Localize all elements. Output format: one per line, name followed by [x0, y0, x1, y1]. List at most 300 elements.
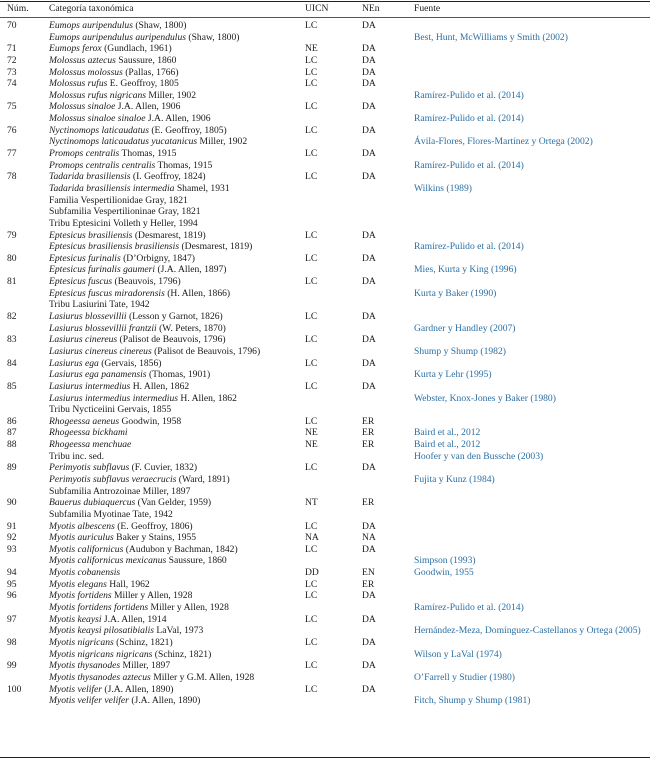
taxon-species-italic: Molossus molossus: [49, 66, 123, 78]
nen-status: ER: [362, 578, 375, 590]
table-row: [0, 136, 650, 148]
source-reference-link[interactable]: Ramírez-Pulido et al. (2014): [414, 602, 524, 614]
source-reference-link[interactable]: Wilson y LaVal (1974): [414, 648, 502, 660]
taxon-authority: (Desmarest, 1819): [132, 229, 206, 241]
row-number: 70: [7, 20, 17, 31]
source-reference-link[interactable]: Goodwin, 1955: [414, 567, 474, 579]
row-number: 88: [7, 439, 17, 451]
source-reference-link[interactable]: Simpson (1993): [414, 555, 476, 567]
taxon-name: [49, 567, 120, 579]
taxon-name: [49, 90, 196, 102]
taxon-name: [49, 276, 181, 288]
taxon-name: [49, 32, 239, 44]
row-number: 93: [7, 543, 17, 555]
table-row: [0, 404, 650, 416]
taxon-species-italic: Myotis cobanensis: [49, 567, 121, 579]
table-row: [0, 381, 650, 393]
taxon-authority: J.A. Allen, 1914: [101, 613, 167, 625]
taxon-name: [49, 55, 176, 67]
taxon-name: [49, 427, 128, 439]
taxon-name: [49, 625, 203, 637]
source-reference-link[interactable]: Webster, Knox-Jones y Baker (1980): [414, 392, 556, 404]
row-number: 80: [7, 252, 17, 264]
taxon-authority: Saussure, 1860: [115, 54, 177, 66]
row-number: 73: [7, 66, 17, 78]
nen-status: ER: [362, 427, 375, 439]
taxon-species-italic: Lasiurus ega: [49, 357, 99, 369]
taxon-name: [49, 43, 172, 55]
header-uicn: UICN: [305, 3, 329, 14]
taxon-authority: (E. Geoffroy, 1806): [114, 520, 193, 532]
table-body: [0, 20, 650, 707]
taxon-species-italic: Lasiurus intermedius: [49, 380, 131, 392]
taxon-name: [49, 614, 167, 626]
taxon-name: [49, 20, 186, 32]
table-row: [0, 264, 650, 276]
table-row: [0, 195, 650, 207]
taxon-name: [49, 369, 210, 381]
taxon-name: [49, 451, 104, 463]
taxon-name: [49, 160, 212, 172]
taxon-authority: (Schinz, 1821): [113, 636, 173, 648]
header-nen: NEn: [362, 3, 380, 14]
table-row: [0, 474, 650, 486]
table-row: [0, 439, 650, 451]
table-row: [0, 253, 650, 265]
taxon-name: [49, 171, 206, 183]
taxon-species-italic: Molossus rufus: [49, 78, 108, 90]
table-row: [0, 90, 650, 102]
table-row: [0, 451, 650, 463]
table-row: [0, 299, 650, 311]
source-reference-link[interactable]: Ramírez-Pulido et al. (2014): [414, 113, 524, 125]
taxon-species-italic: Molossus sinaloe: [49, 101, 116, 113]
table-row: [0, 509, 650, 521]
row-number: 82: [7, 311, 17, 323]
row-number: 87: [7, 427, 17, 439]
taxon-name: [49, 486, 190, 498]
taxon-name: [49, 497, 211, 509]
table-row: [0, 101, 650, 113]
table-row: [0, 346, 650, 358]
uicn-status: LC: [305, 54, 318, 66]
row-number: 96: [7, 590, 17, 602]
nen-status: DA: [362, 380, 376, 392]
table-row: [0, 590, 650, 602]
table-row: [0, 20, 650, 32]
taxon-authority: (Pallas, 1766): [122, 66, 179, 78]
taxon-authority: Subfamilia Vespertilioninae Gray, 1821: [49, 206, 201, 218]
nen-status: EN: [362, 567, 375, 579]
nen-status: DA: [362, 683, 376, 695]
taxon-authority: (Thomas, 1901): [146, 369, 211, 381]
taxon-authority: Hall, 1962: [106, 578, 150, 590]
table-row: [0, 276, 650, 288]
taxon-authority: Thomas, 1915: [155, 159, 213, 171]
nen-status: DA: [362, 636, 376, 648]
table-row: [0, 660, 650, 672]
taxon-species-italic: Lasiurus ega panamensis: [49, 369, 147, 381]
source-reference-link[interactable]: O’Farrell y Studier (1980): [414, 671, 515, 683]
taxon-species-italic: Lasiurus intermedius intermedius: [49, 392, 178, 404]
taxon-authority: (D’Orbigny, 1847): [120, 252, 195, 264]
taxon-name: [49, 381, 189, 393]
taxon-species-italic: Eptesicus fuscus: [49, 276, 113, 288]
taxon-species-italic: Promops centralis: [49, 148, 120, 160]
source-reference-link[interactable]: Fujita y Kunz (1984): [414, 473, 495, 485]
taxon-authority: (Schinz, 1821): [152, 648, 212, 660]
taxon-authority: (Beauvois, 1796): [112, 276, 181, 288]
taxon-name: [49, 241, 252, 253]
row-number: 75: [7, 101, 17, 113]
taxon-authority: Miller y Allen, 1928: [148, 602, 229, 614]
nen-status: DA: [362, 20, 376, 31]
source-reference-link[interactable]: Gardner y Handley (2007): [414, 322, 516, 334]
table-row: [0, 555, 650, 567]
taxon-species-italic: Eumops auripendulus auripendulus: [49, 31, 186, 43]
taxon-species-italic: Eptesicus brasiliensis brasiliensis: [49, 241, 180, 253]
table-top-rule: [0, 1, 650, 2]
taxon-name: [49, 218, 198, 230]
uicn-status: LC: [305, 78, 318, 90]
header-category: Categoría taxonómica: [49, 3, 134, 14]
taxon-authority: (Lesson y Garnot, 1826): [126, 311, 223, 323]
table-row: [0, 672, 650, 684]
taxon-authority: (Shaw, 1800): [185, 31, 240, 43]
taxon-authority: (Audubon y Bachman, 1842): [123, 543, 238, 555]
nen-status: DA: [362, 101, 376, 113]
taxon-authority: (E. Geoffroy, 1805): [148, 124, 227, 136]
table-row: [0, 241, 650, 253]
taxon-species-italic: Rhogeessa menchuae: [49, 439, 132, 451]
taxon-authority: (J.A. Allen, 1890): [102, 683, 174, 695]
table-row: [0, 579, 650, 591]
uicn-status: LC: [305, 20, 318, 31]
uicn-status: LC: [305, 171, 318, 183]
taxon-name: [49, 136, 247, 148]
taxon-authority: Miller, 1897: [120, 660, 171, 672]
taxon-authority: (Desmarest, 1819): [179, 241, 253, 253]
uicn-status: LC: [305, 578, 318, 590]
taxon-species-italic: Nyctinomops laticaudatus: [49, 124, 149, 136]
taxon-species-italic: Lasiurus cinereus: [49, 334, 118, 346]
nen-status: DA: [362, 334, 376, 346]
taxon-name: [49, 230, 206, 242]
table-row: [0, 416, 650, 428]
taxon-name: [49, 649, 211, 661]
taxon-name: [49, 672, 254, 684]
taxon-name: [49, 253, 195, 265]
source-reference-link[interactable]: Fitch, Shump y Shump (1981): [414, 695, 531, 707]
table-row: [0, 567, 650, 579]
taxon-authority: (W. Peters, 1870): [156, 322, 226, 334]
table-row: [0, 218, 650, 230]
row-number: 86: [7, 415, 17, 427]
row-number: 74: [7, 78, 17, 90]
uicn-status: LC: [305, 148, 318, 160]
source-reference-link[interactable]: Ramírez-Pulido et al. (2014): [414, 159, 524, 171]
taxon-name: [49, 125, 227, 137]
uicn-status: LC: [305, 590, 318, 602]
table-row: [0, 183, 650, 195]
table-row: [0, 393, 650, 405]
row-number: 79: [7, 229, 17, 241]
nen-status: ER: [362, 439, 375, 451]
header-source: Fuente: [414, 3, 441, 14]
taxon-authority: J.A. Allen, 1906: [115, 101, 181, 113]
taxon-authority: Tribu inc. sed.: [49, 450, 105, 462]
table-row: [0, 369, 650, 381]
taxon-name: [49, 393, 237, 405]
row-number: 76: [7, 124, 17, 136]
source-reference-link[interactable]: Hoofer y van den Bussche (2003): [414, 450, 544, 462]
taxon-name: [49, 148, 176, 160]
nen-status: ER: [362, 497, 375, 509]
uicn-status: LC: [305, 334, 318, 346]
table-row: [0, 427, 650, 439]
row-number: 84: [7, 357, 17, 369]
uicn-status: LC: [305, 543, 318, 555]
taxon-species-italic: Lasiurus cinereus cinereus: [49, 345, 152, 357]
source-reference-link[interactable]: Baird et al., 2012: [414, 439, 481, 451]
uicn-status: LC: [305, 252, 318, 264]
taxon-name: [49, 462, 197, 474]
taxon-species-italic: Perimyotis subflavus veraecrucis: [49, 473, 177, 485]
taxon-species-italic: Bauerus dubiaquercus: [49, 497, 136, 509]
taxon-name: [49, 78, 179, 90]
row-number: 91: [7, 520, 17, 532]
nen-status: NA: [362, 532, 376, 544]
uicn-status: LC: [305, 276, 318, 288]
nen-status: DA: [362, 462, 376, 474]
table-row: [0, 43, 650, 55]
taxon-species-italic: Molossus sinaloe sinaloe: [49, 113, 146, 125]
taxon-authority: Miller, 1902: [197, 136, 248, 148]
source-reference-link[interactable]: Wilkins (1989): [414, 182, 472, 194]
nen-status: ER: [362, 415, 375, 427]
nen-status: DA: [362, 357, 376, 369]
taxon-authority: Familia Vespertilionidae Gray, 1821: [49, 194, 188, 206]
row-number: 81: [7, 276, 17, 288]
table-row: [0, 532, 650, 544]
taxon-name: [49, 579, 150, 591]
row-number: 92: [7, 532, 17, 544]
taxon-species-italic: Lasiurus blossevillii: [49, 311, 127, 323]
taxon-authority: (Gundlach, 1961): [101, 43, 172, 55]
taxon-name: [49, 695, 200, 707]
taxon-name: [49, 113, 211, 125]
taxon-name: [49, 544, 238, 556]
uicn-status: NA: [305, 532, 319, 544]
taxon-authority: (H. Allen, 1866): [164, 287, 231, 299]
table-row: [0, 125, 650, 137]
taxon-authority: (Gervais, 1856): [98, 357, 162, 369]
row-number: 71: [7, 43, 17, 55]
taxon-name: [49, 358, 161, 370]
taxon-authority: Subfamilia Antrozoinae Miller, 1897: [49, 485, 191, 497]
uicn-status: LC: [305, 462, 318, 474]
taxon-authority: Tribu Eptesicini Volleth y Heller, 1994: [49, 217, 198, 229]
taxon-species-italic: Nyctinomops laticaudatus yucatanicus: [49, 136, 198, 148]
table-row: [0, 323, 650, 335]
nen-status: DA: [362, 660, 376, 672]
taxon-authority: Thomas, 1915: [119, 148, 177, 160]
taxon-name: [49, 474, 230, 486]
table-row: [0, 486, 650, 498]
uicn-status: LC: [305, 660, 318, 672]
taxon-name: [49, 509, 173, 521]
uicn-status: NT: [305, 497, 318, 509]
taxon-species-italic: Rhogeessa aeneus: [49, 415, 120, 427]
taxon-species-italic: Myotis velifer velifer: [49, 695, 129, 707]
row-number: 85: [7, 380, 17, 392]
table-row: [0, 230, 650, 242]
table-row: [0, 649, 650, 661]
nen-status: DA: [362, 520, 376, 532]
taxon-species-italic: Myotis elegans: [49, 578, 107, 590]
taxon-name: [49, 183, 230, 195]
taxon-authority: H. Allen, 1862: [130, 380, 190, 392]
taxon-authority: LaVal, 1973: [154, 625, 204, 637]
taxon-species-italic: Myotis keaysi pilosatibialis: [49, 625, 154, 637]
taxon-species-italic: Myotis keaysi: [49, 613, 102, 625]
taxon-authority: Miller y Allen, 1928: [111, 590, 193, 602]
taxon-name: [49, 684, 173, 696]
taxon-species-italic: Tadarida brasiliensis intermedia: [49, 182, 175, 194]
taxon-name: [49, 660, 170, 672]
table-row: [0, 171, 650, 183]
source-reference-link[interactable]: Ávila-Flores, Flores-Martínez y Ortega (2002): [414, 136, 593, 148]
source-reference-link[interactable]: Hernández-Meza, Domínguez-Castellanos y Ortega (2005): [414, 625, 641, 637]
row-number: 90: [7, 497, 17, 509]
taxon-authority: (Palisot de Beauvois, 1796): [151, 345, 261, 357]
taxon-authority: H. Allen, 1862: [178, 392, 237, 404]
uicn-status: LC: [305, 613, 318, 625]
source-reference-link[interactable]: Baird et al., 2012: [414, 427, 481, 439]
source-reference-link[interactable]: Kurta y Lehr (1995): [414, 369, 492, 381]
nen-status: DA: [362, 543, 376, 555]
taxon-name: [49, 521, 193, 533]
table-row: [0, 78, 650, 90]
row-number: 97: [7, 613, 17, 625]
nen-status: DA: [362, 229, 376, 241]
table-row: [0, 625, 650, 637]
nen-status: DA: [362, 311, 376, 323]
uicn-status: NE: [305, 43, 318, 55]
taxon-species-italic: Perimyotis subflavus: [49, 462, 130, 474]
source-reference-link[interactable]: Best, Hunt, McWilliams y Smith (2002): [414, 31, 568, 43]
taxon-name: [49, 323, 226, 335]
table-row: [0, 684, 650, 696]
source-reference-link[interactable]: Shump y Shump (1982): [414, 345, 506, 357]
nen-status: DA: [362, 43, 376, 55]
nen-status: DA: [362, 252, 376, 264]
taxon-authority: Goodwin, 1958: [119, 415, 182, 427]
table-row: [0, 602, 650, 614]
taxon-authority: (Shaw, 1800): [132, 20, 187, 31]
taxon-authority: J.A. Allen, 1906: [145, 113, 211, 125]
taxon-species-italic: Tadarida brasiliensis: [49, 171, 131, 183]
table-row: [0, 55, 650, 67]
table-row: [0, 32, 650, 44]
row-number: 95: [7, 578, 17, 590]
row-number: 89: [7, 462, 17, 474]
taxon-name: [49, 264, 226, 276]
taxon-species-italic: Eumops ferox: [49, 43, 102, 55]
taxon-name: [49, 602, 229, 614]
table-row: [0, 358, 650, 370]
taxon-species-italic: Myotis albescens: [49, 520, 115, 532]
uicn-status: NE: [305, 439, 318, 451]
taxon-name: [49, 416, 181, 428]
taxon-authority: Tribu Lasiurini Tate, 1942: [49, 299, 150, 311]
table-bottom-rule: [0, 757, 650, 758]
taxon-authority: Miller y G.M. Allen, 1928: [150, 671, 255, 683]
taxon-authority: (Palisot de Beauvois, 1796): [117, 334, 226, 346]
table-row: [0, 497, 650, 509]
uicn-status: LC: [305, 380, 318, 392]
table-row: [0, 288, 650, 300]
taxon-authority: Shamel, 1931: [174, 182, 230, 194]
table-row: [0, 334, 650, 346]
table-row: [0, 521, 650, 533]
table-row: [0, 67, 650, 79]
uicn-status: LC: [305, 520, 318, 532]
taxon-authority: Miller, 1902: [146, 89, 196, 101]
taxon-species-italic: Myotis nigricans: [49, 636, 114, 648]
taxon-species-italic: Myotis thysanodes aztecus: [49, 671, 151, 683]
taxon-name: [49, 404, 171, 416]
source-reference-link[interactable]: Mies, Kurta y King (1996): [414, 264, 517, 276]
nen-status: DA: [362, 276, 376, 288]
nen-status: DA: [362, 78, 376, 90]
taxon-authority: (Ward, 1891): [176, 473, 230, 485]
uicn-status: LC: [305, 636, 318, 648]
taxon-species-italic: Myotis thysanodes: [49, 660, 121, 672]
table-row: [0, 311, 650, 323]
table-header-rule: [0, 17, 650, 18]
nen-status: DA: [362, 171, 376, 183]
taxon-name: [49, 311, 223, 323]
uicn-status: LC: [305, 229, 318, 241]
taxon-species-italic: Promops centralis centralis: [49, 159, 156, 171]
source-reference-link[interactable]: Ramírez-Pulido et al. (2014): [414, 241, 524, 253]
nen-status: DA: [362, 66, 376, 78]
taxon-name: [49, 532, 196, 544]
nen-status: DA: [362, 54, 376, 66]
taxon-authority: (I. Geoffroy, 1824): [130, 171, 206, 183]
uicn-status: LC: [305, 357, 318, 369]
taxon-species-italic: Myotis fortidens fortidens: [49, 602, 149, 614]
taxon-species-italic: Eumops auripendulus: [49, 20, 133, 31]
taxon-name: [49, 637, 173, 649]
taxon-species-italic: Eptesicus fuscus miradorensis: [49, 287, 165, 299]
taxon-species-italic: Myotis californicus mexicanus: [49, 555, 167, 567]
source-reference-link[interactable]: Kurta y Baker (1990): [414, 287, 497, 299]
taxon-species-italic: Myotis fortidens: [49, 590, 112, 602]
nen-status: DA: [362, 148, 376, 160]
taxon-name: [49, 346, 260, 358]
nen-status: DA: [362, 613, 376, 625]
table-row: [0, 614, 650, 626]
uicn-status: LC: [305, 683, 318, 695]
row-number: 77: [7, 148, 17, 160]
uicn-status: LC: [305, 66, 318, 78]
source-reference-link[interactable]: Ramírez-Pulido et al. (2014): [414, 89, 524, 101]
taxon-authority: E. Geoffroy, 1805: [107, 78, 179, 90]
row-number: 99: [7, 660, 17, 672]
taxon-authority: (J.A. Allen, 1890): [128, 695, 201, 707]
